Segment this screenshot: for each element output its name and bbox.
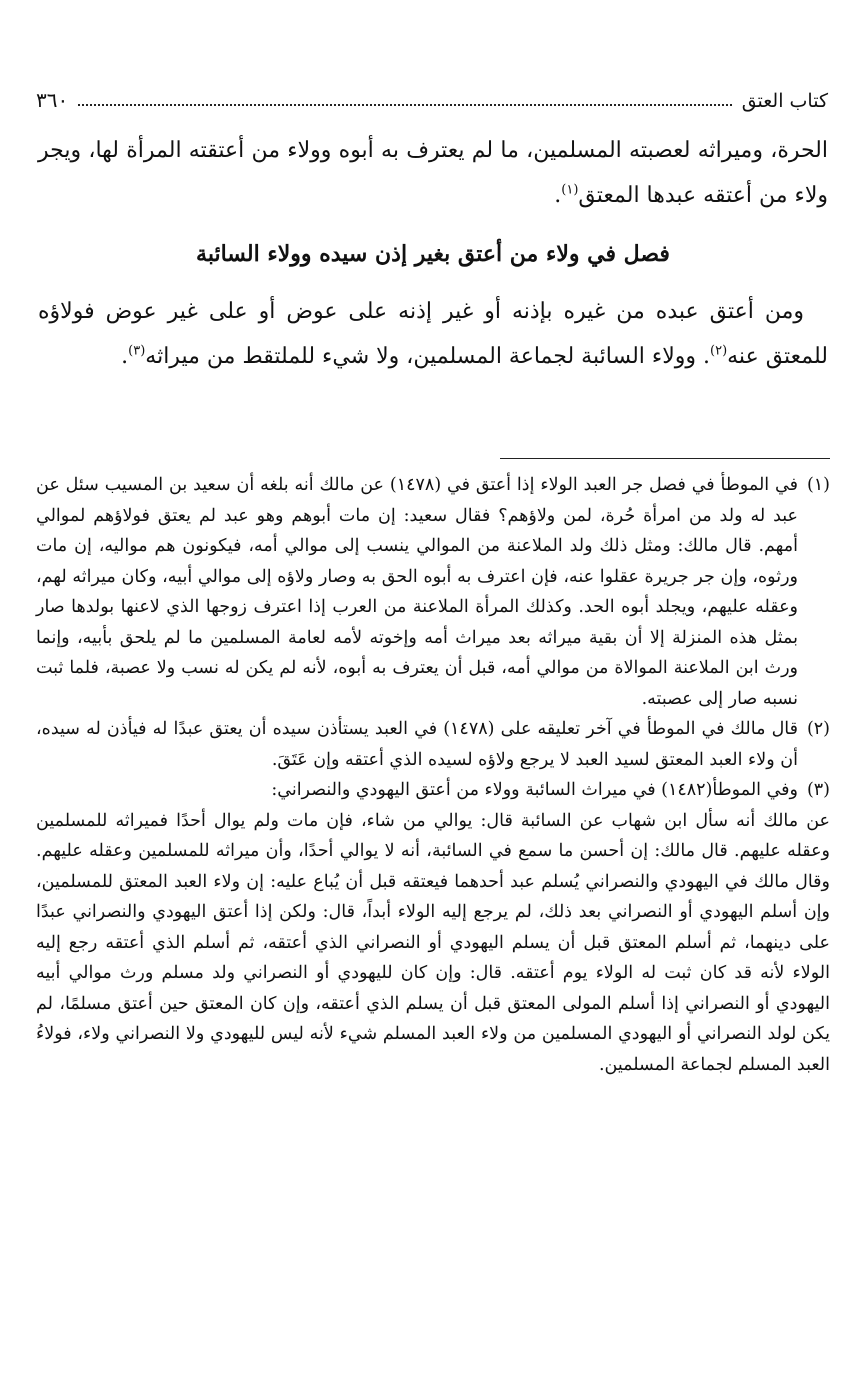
footnote-2-number: (٢) <box>806 719 830 739</box>
paragraph-2 <box>38 289 828 379</box>
paragraph-2-text-b: . وولاء السائبة لجماعة المسلمين، ولا شيء للملتقط من ميراثه <box>145 344 710 369</box>
paragraph-1-text: الحرة، وميراثه لعصبته المسلمين، ما لم يعترف به أبوه وولاء من أعتقته المرأة لها، ويجر ولاء من أعتقه عبدها المعتق <box>38 138 828 208</box>
section-heading: فصل في ولاء من أعتق بغير إذن سيده وولاء السائبة <box>196 241 670 267</box>
paragraph-1 <box>38 128 828 218</box>
footnote-ref-1: (١) <box>561 182 579 198</box>
footnote-3-text: وفي الموطأ(١٤٨٢) في ميراث السائبة وولاء من أعتق اليهودي والنصراني: <box>271 780 798 800</box>
footnote-1 <box>36 470 830 714</box>
header-leader-dots <box>78 104 731 106</box>
paragraph-2-text-a: ومن أعتق عبده من غيره بإذنه أو غير إذنه على عوض أو على غير عوض فولاؤه للمعتق عنه <box>38 299 828 369</box>
footnote-2 <box>36 714 830 775</box>
footnote-3 <box>36 775 830 806</box>
footnote-ref-3: (٣) <box>128 343 146 359</box>
paragraph-1-end: . <box>554 183 562 208</box>
running-title: كتاب العتق <box>741 90 828 112</box>
footnote-3-continuation: عن مالك أنه سأل ابن شهاب عن السائبة قال: يوالي من شاء، فإن مات ولم يوال أحدًا فميراثه للمسلمين وعقله عليهم. قال مالك: إن أحسن ما سمع في السائبة، أنه لا يوالي أحدًا، وأن ميراثه للمسلمين وعقله عليهم. وقال مالك في اليهودي والنصراني يُسلم عبد أحدهما فيعتقه قبل أن يُباع عليه: إن ولاء العبد المعتق للمسلمين، وإن أسلم اليهودي أو النصراني بعد ذلك، لم يرجع إليه الولاء أبداً، قال: ولكن إذا أعتق اليهودي والنصراني عبدًا على دينهما، ثم أسلم المعتق قبل أن يسلم اليهودي أو النصراني الذي أعتقه، ثم أسلم الذي أعتقه رجع إليه الولاء لأنه قد كان ثبت له الولاء يوم أعتقه. قال: وإن كان لليهودي أو النصراني ولد مسلم ورث موالي أبيه اليهودي أو النصراني إذا أسلم المولى المعتق قبل أن يسلم الذي أعتقه، وإن كان المعتق حين أعتق مسلمًا، لم يكن لولد النصراني أو اليهودي المسلمين من ولاء العبد المسلم شيء لأنه ليس لليهودي ولا النصراني ولاء، فولاءُ العبد المسلم لجماعة المسلمين. <box>36 810 830 1075</box>
footnote-separator <box>500 458 830 459</box>
footnote-1-text: في الموطأ في فصل جر العبد الولاء إذا أعتق في (١٤٧٨) عن مالك أنه بلغه أن سعيد بن المسيب سئل عن عبد له ولد من امرأة حُرة، لمن ولاؤهم؟ فقال سعيد: إن مات أبوهم وهو عبد لم يعتق فولاؤهم لموالي أمهم. قال مالك: ومثل ذلك ولد الملاعنة من الموالي ينسب إلى موالي أمه، فيكونون هم مواليه، إن مات ورثوه، وإن جر جريرة عقلوا عنه، فإن اعترف به أبوه الحق به وصار ولاؤه إلى موالي أبيه، وكان ميراثه لهم، وعقله عليهم، ويجلد أبوه الحد. وكذلك المرأة الملاعنة من العرب إذا اعترف زوجها الذي لاعنها بولدها صار بمثل هذه المنزلة إلا أن بقية ميراثه بعد ميراث أمه وإخوته لأمه لعامة المسلمين ما لم يلحق بأبيه، وإنما ورث ابن الملاعنة الموالاة من موالي أمه، قبل أن يعترف به أبوه، لأنه لم يكن له نسب ولا عصبة، فلما ثبت نسبه صار إلى عصبته. <box>36 475 799 709</box>
main-text <box>38 128 828 379</box>
footnotes <box>36 470 830 1080</box>
footnote-2-text: قال مالك في الموطأ في آخر تعليقه على (١٤٧٨) في العبد يستأذن سيده أن يعتق عبدًا له فيأذن له سيده، أن ولاء العبد المعتق لسيد العبد لا يرجع ولاؤه لسيده الذي أعتقه وإن عَتَقَ. <box>36 719 799 770</box>
paragraph-2-end: . <box>121 344 129 369</box>
page-number: ٣٦٠ <box>36 88 69 112</box>
footnote-1-number: (١) <box>806 475 830 495</box>
footnote-3-number: (٣) <box>806 780 830 800</box>
footnote-ref-2: (٢) <box>710 343 728 359</box>
page-header <box>36 78 828 112</box>
